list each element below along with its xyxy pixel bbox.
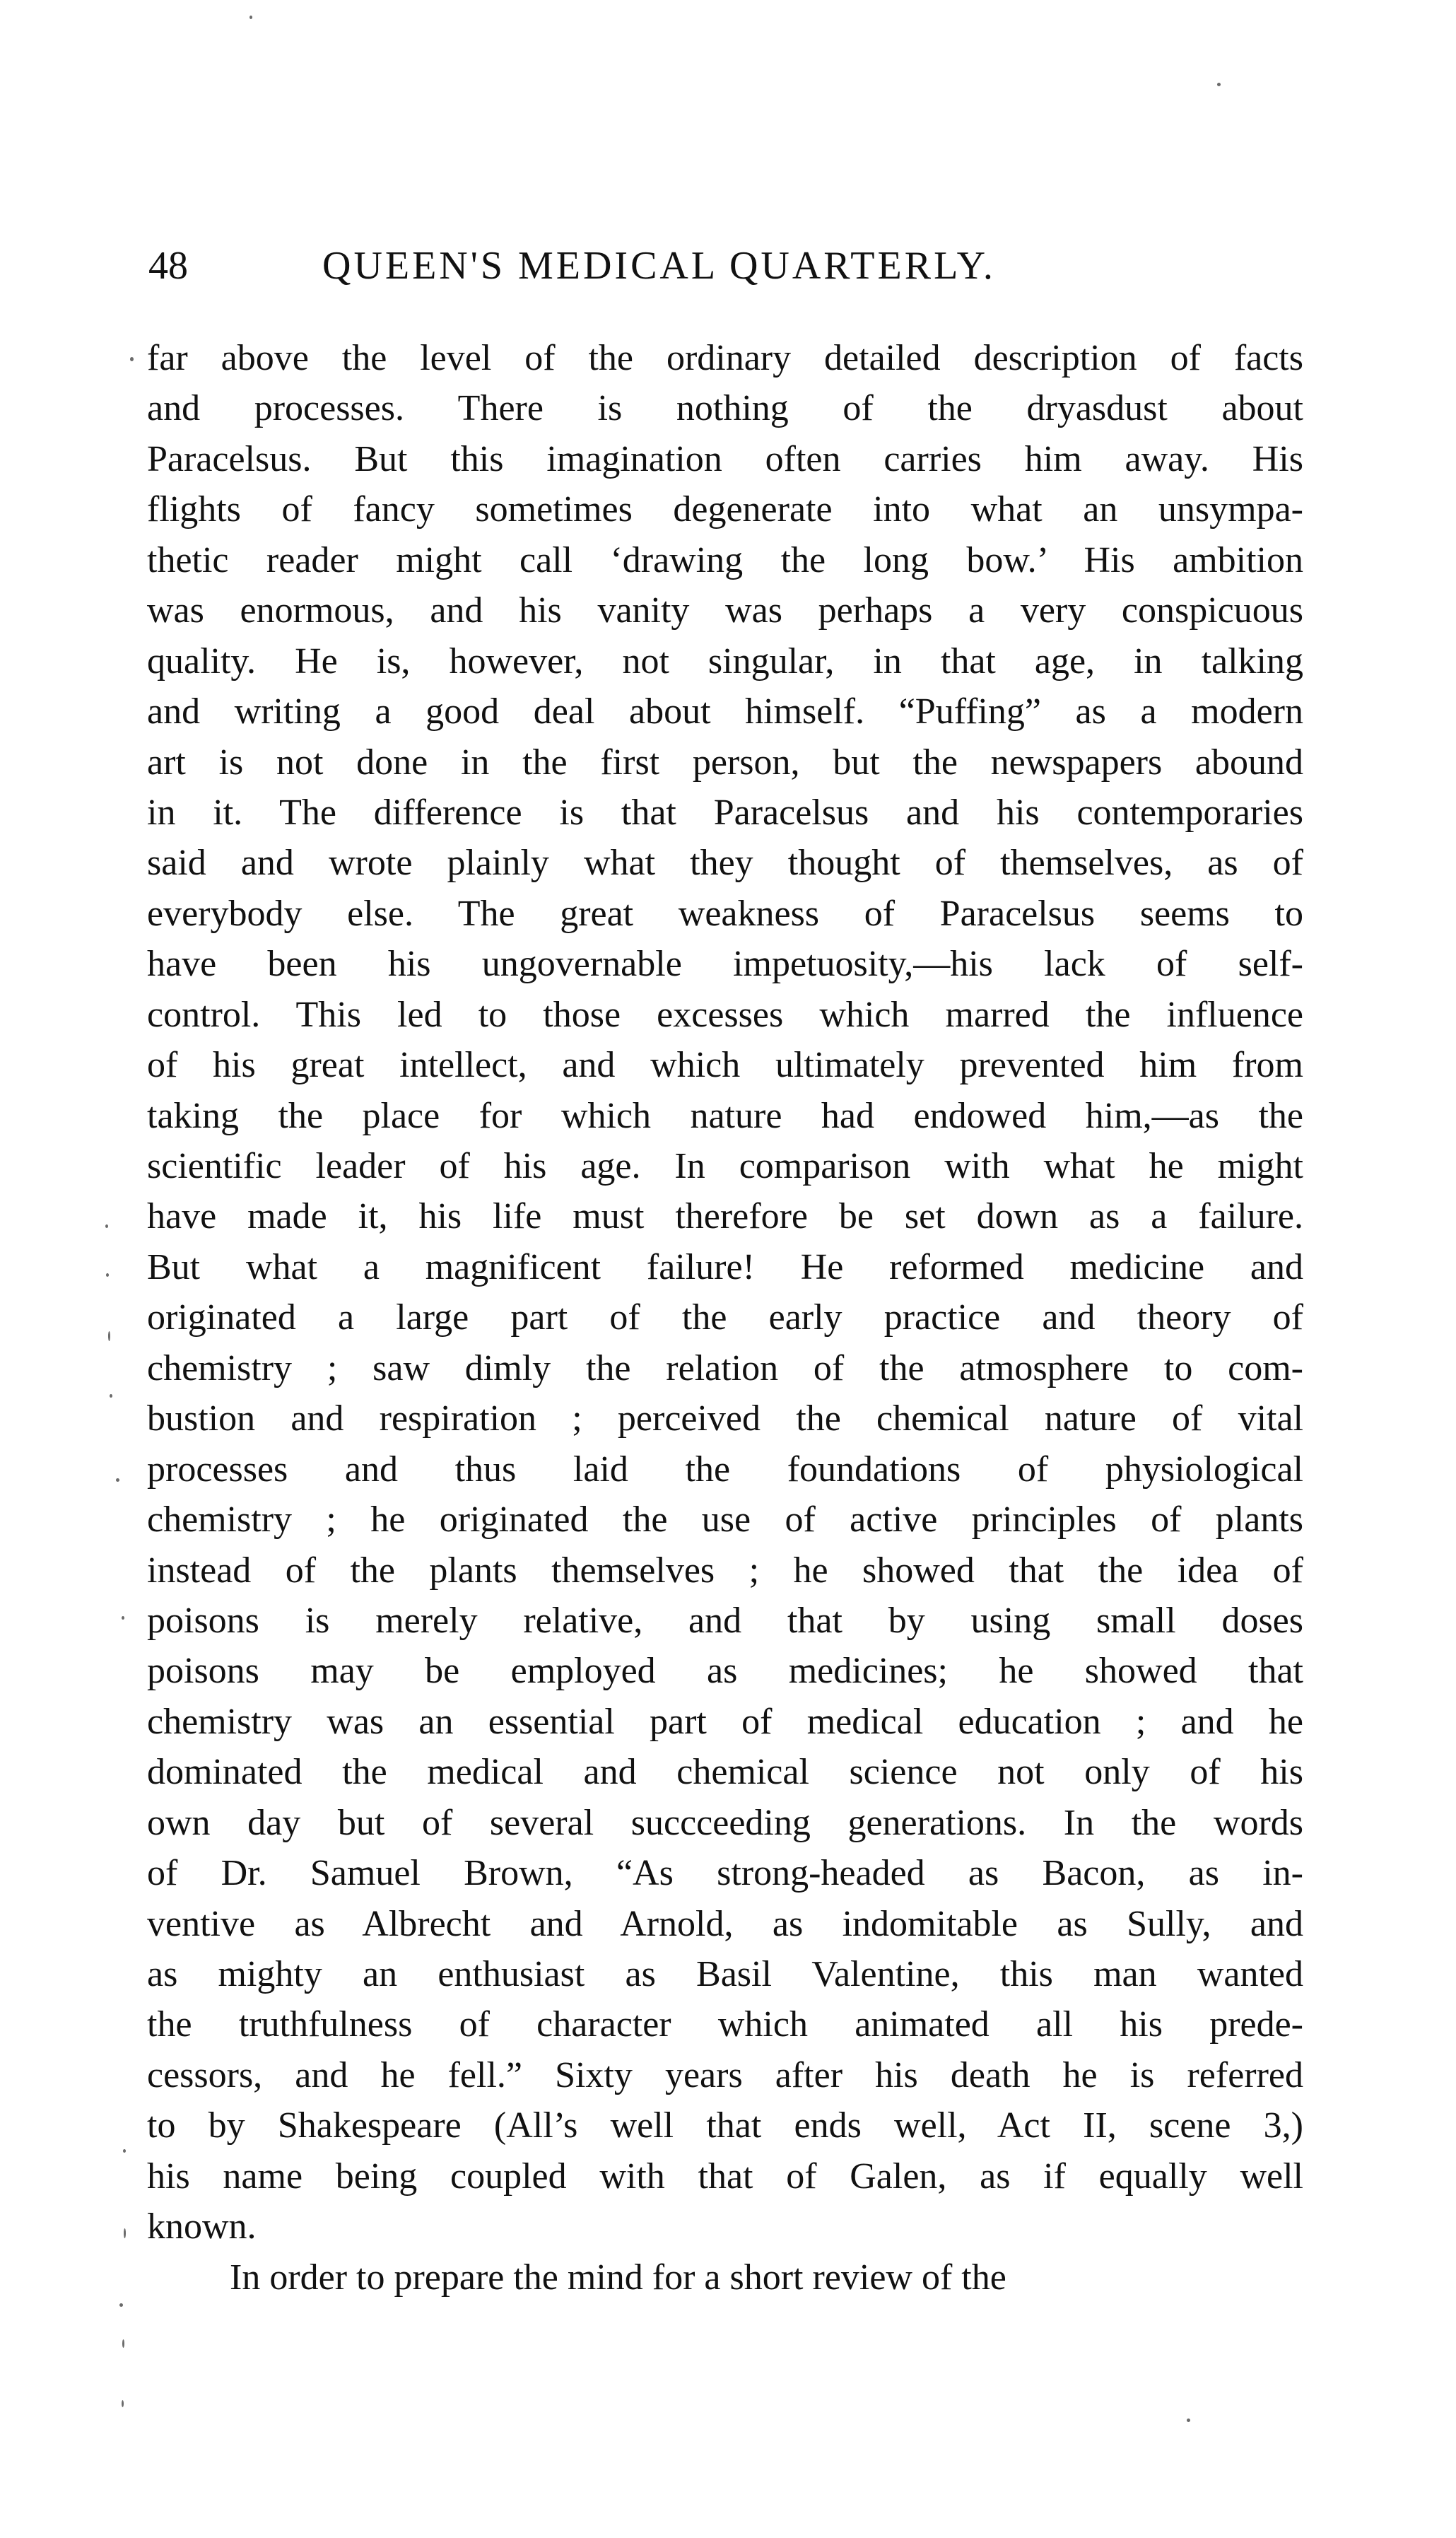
text-line: But what a magnificent failure! He reformed medicine and [147, 1246, 1303, 1287]
text-line: In order to prepare the mind for a short review of the [230, 2257, 1006, 2298]
text-line: bustion and respiration ; perceived the chemical nature of vital [147, 1398, 1303, 1439]
print-speck [1217, 83, 1221, 86]
text-line: known. [147, 2206, 257, 2247]
text-line: originated a large part of the early practice and theory of [147, 1297, 1303, 1338]
print-speck [116, 1478, 119, 1482]
print-speck [123, 2149, 126, 2153]
text-line: chemistry ; saw dimly the relation of the atmosphere to com- [147, 1347, 1303, 1388]
text-line: of Dr. Samuel Brown, “As strong-headed as Bacon, as in- [147, 1853, 1303, 1894]
text-line: said and wrote plainly what they thought of themselves, as of [147, 843, 1303, 884]
text-line: ventive as Albrecht and Arnold, as indomitable as Sully, and [147, 1903, 1303, 1944]
print-speck [249, 16, 252, 19]
text-line: own day but of several succceeding generations. In the words [147, 1802, 1303, 1843]
text-line: far above the level of the ordinary detailed description of facts [147, 338, 1303, 378]
text-line: processes and thus laid the foundations of physiological [147, 1449, 1303, 1490]
body-text [147, 333, 1303, 2303]
print-speck [108, 1331, 110, 1341]
print-speck [1187, 2419, 1190, 2422]
text-line: control. This led to those excesses which marred the influence [147, 994, 1303, 1035]
paragraph [147, 2252, 1303, 2303]
text-line: taking the place for which nature had endowed him,—as the [147, 1095, 1303, 1136]
text-line: cessors, and he fell.” Sixty years after his death he is referred [147, 2054, 1303, 2095]
text-line: in it. The difference is that Paracelsus and his contemporaries [147, 792, 1303, 833]
text-line: thetic reader might call ‘drawing the long bow.’ His ambition [147, 539, 1303, 580]
running-head [148, 238, 1166, 294]
print-speck [106, 1273, 109, 1277]
text-line: his name being coupled with that of Galen, as if equally well [147, 2156, 1303, 2197]
text-line: chemistry ; he originated the use of active principles of plants [147, 1499, 1303, 1540]
journal-title: QUEEN'S MEDICAL QUARTERLY. [322, 244, 996, 288]
print-speck [130, 357, 134, 361]
print-speck [122, 2400, 124, 2407]
text-line: and processes. There is nothing of the dryasdust about [147, 388, 1303, 429]
print-speck [119, 2303, 123, 2307]
text-line: to by Shakespeare (All’s well that ends well, Act II, scene 3,) [147, 2105, 1303, 2146]
text-line: and writing a good deal about himself. “Puffing” as a modern [147, 691, 1303, 732]
text-line: dominated the medical and chemical science not only of his [147, 1752, 1303, 1793]
text-line: was enormous, and his vanity was perhaps a very conspicuous [147, 590, 1303, 631]
print-speck [105, 1224, 108, 1228]
text-line: chemistry was an essential part of medical education ; and he [147, 1701, 1303, 1742]
text-line: everybody else. The great weakness of Paracelsus seems to [147, 893, 1303, 934]
text-line: instead of the plants themselves ; he showed that the idea of [147, 1550, 1303, 1591]
print-speck [124, 2228, 126, 2238]
text-line: the truthfulness of character which animated all his prede- [147, 2004, 1303, 2045]
print-speck [122, 2339, 124, 2348]
page-number: 48 [148, 244, 188, 288]
print-speck [110, 1394, 112, 1398]
text-line: art is not done in the first person, but the newspapers abound [147, 742, 1303, 783]
print-speck [122, 1616, 124, 1620]
text-line: of his great intellect, and which ultimately prevented him from [147, 1045, 1303, 1086]
text-line: as mighty an enthusiast as Basil Valentine, this man wanted [147, 1954, 1303, 1994]
text-line: scientific leader of his age. In comparison with what he might [147, 1146, 1303, 1186]
text-line: quality. He is, however, not singular, in that age, in talking [147, 641, 1303, 682]
text-line: flights of fancy sometimes degenerate into what an unsympa- [147, 489, 1303, 530]
paragraph [147, 333, 1303, 2252]
text-line: Paracelsus. But this imagination often carries him away. His [147, 438, 1303, 479]
text-line: poisons is merely relative, and that by using small doses [147, 1600, 1303, 1641]
text-line: have made it, his life must therefore be set down as a failure. [147, 1196, 1303, 1237]
text-line: poisons may be employed as medicines; he showed that [147, 1651, 1303, 1692]
text-line: have been his ungovernable impetuosity,—his lack of self- [147, 944, 1303, 985]
